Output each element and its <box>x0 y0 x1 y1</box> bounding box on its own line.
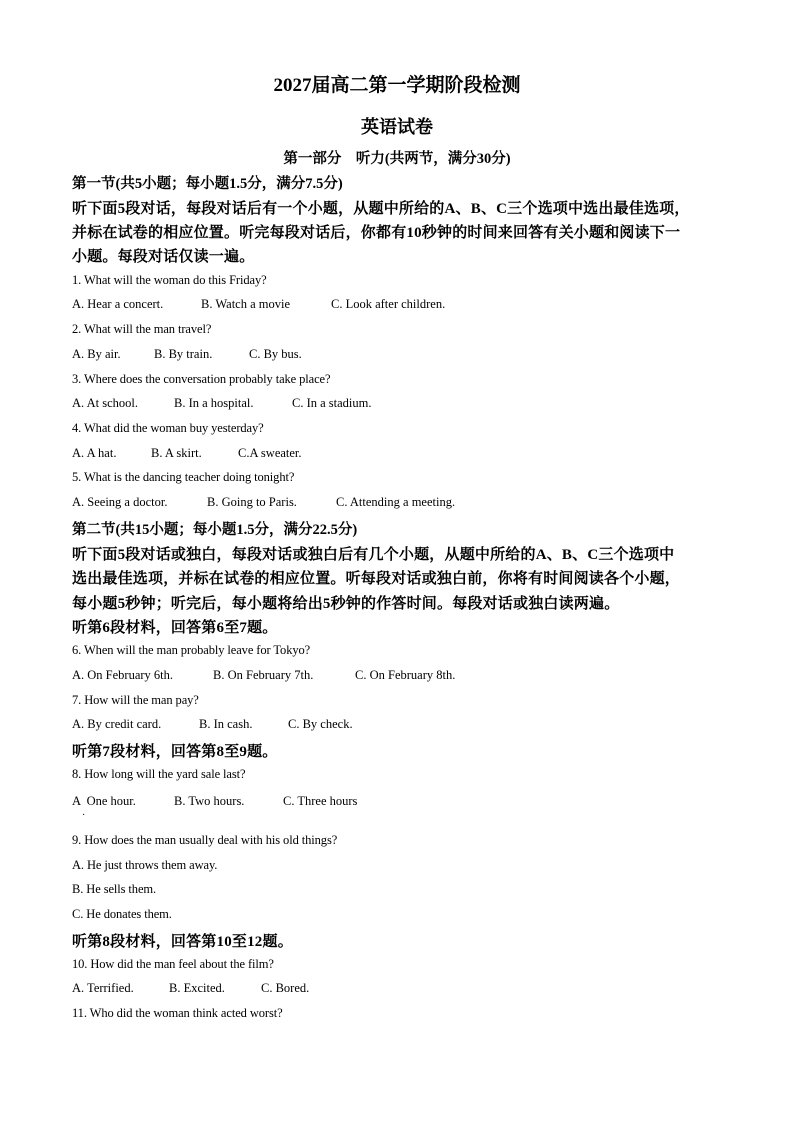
part-heading: 第一部分 听力(共两节，满分30分) <box>283 151 511 167</box>
section1-instruction-line: 并标在试卷的相应位置。听完每段对话后，你都有10秒钟的时间来回答有关小题和阅读下一 <box>72 225 681 241</box>
question-4: 4. What did the woman buy yesterday? <box>72 421 264 435</box>
question-6-options <box>72 668 455 683</box>
option-c: C. By bus. <box>249 347 302 361</box>
option-c: C. Attending a meeting. <box>336 495 456 509</box>
option-b: B. Excited. <box>169 981 225 995</box>
option-b: B. By train. <box>154 347 213 361</box>
question-6: 6. When will the man probably leave for Tokyo? <box>72 643 311 657</box>
option-b: B. Going to Paris. <box>207 495 297 509</box>
option-a: A One hour. <box>72 794 136 808</box>
question-4-options <box>72 446 302 461</box>
question-1: 1. What will the woman do this Friday? <box>72 273 267 287</box>
option-b: B. Watch a movie <box>201 297 291 311</box>
question-9-option-c: C. He donates them. <box>72 907 172 921</box>
option-c: C.A sweater. <box>238 446 302 460</box>
option-a: A. By credit card. <box>72 717 162 731</box>
option-a: A. By air. <box>72 347 121 361</box>
section1-heading: 第一节(共5小题；每小题1.5分，满分7.5分) <box>72 176 343 192</box>
question-10: 10. How did the man feel about the film? <box>72 957 274 971</box>
option-a: A. On February 6th. <box>72 668 174 682</box>
exam-title: 2027届高二第一学期阶段检测 <box>273 75 521 96</box>
question-7: 7. How will the man pay? <box>72 693 199 707</box>
option-a: A. Hear a concert. <box>72 297 164 311</box>
question-1-options <box>72 297 445 312</box>
question-9-option-b: B. He sells them. <box>72 882 157 896</box>
option-c: C. Three hours <box>283 794 358 808</box>
question-10-options <box>72 981 309 996</box>
question-5: 5. What is the dancing teacher doing tonight? <box>72 470 295 484</box>
section2-heading: 第二节(共15小题；每小题1.5分，满分22.5分) <box>72 522 358 538</box>
stray-dot: · <box>82 810 86 821</box>
question-9-option-a: A. He just throws them away. <box>72 858 218 872</box>
section2-instruction-line: 选出最佳选项，并标在试卷的相应位置。听每段对话或独白前，你将有时间阅读各个小题， <box>72 571 681 587</box>
option-b: B. In a hospital. <box>174 396 254 410</box>
section2-instruction-line: 每小题5秒钟；听完后，每小题将给出5秒钟的作答时间。每段对话或独白读两遍。 <box>72 596 620 612</box>
option-a: A. A hat. <box>72 446 117 460</box>
question-2: 2. What will the man travel? <box>72 322 212 336</box>
material-heading: 听第8段材料，回答第10至12题。 <box>72 934 293 950</box>
material-heading: 听第7段材料，回答第8至9题。 <box>72 744 278 760</box>
question-11: 11. Who did the woman think acted worst? <box>72 1006 283 1020</box>
option-b: B. In cash. <box>199 717 253 731</box>
option-b: B. Two hours. <box>174 794 245 808</box>
question-3: 3. Where does the conversation probably take place? <box>72 372 331 386</box>
option-c: C. By check. <box>288 717 353 731</box>
section2-instruction-line: 听下面5段对话或独白，每段对话或独白后有几个小题，从题中所给的A、B、C三个选项中 <box>72 547 675 563</box>
exam-subtitle: 英语试卷 <box>361 117 433 137</box>
option-b: B. On February 7th. <box>213 668 314 682</box>
question-8: 8. How long will the yard sale last? <box>72 767 246 781</box>
option-b: B. A skirt. <box>151 446 202 460</box>
question-3-options <box>72 396 372 411</box>
option-a: A. Seeing a doctor. <box>72 495 168 509</box>
question-8-options <box>72 794 357 809</box>
option-c: C. In a stadium. <box>292 396 372 410</box>
question-2-options <box>72 347 302 362</box>
option-c: C. Bored. <box>261 981 310 995</box>
option-c: C. Look after children. <box>331 297 446 311</box>
option-c: C. On February 8th. <box>355 668 456 682</box>
question-9: 9. How does the man usually deal with his old things? <box>72 833 338 847</box>
option-a: A. At school. <box>72 396 138 410</box>
option-a: A. Terrified. <box>72 981 134 995</box>
material-heading: 听第6段材料，回答第6至7题。 <box>72 620 278 636</box>
question-5-options <box>72 495 455 510</box>
question-7-options <box>72 717 353 732</box>
section1-instruction-line: 小题。每段对话仅读一遍。 <box>72 249 255 265</box>
section1-instruction-line: 听下面5段对话，每段对话后有一个小题，从题中所给的A、B、C三个选项中选出最佳选项， <box>72 201 690 217</box>
